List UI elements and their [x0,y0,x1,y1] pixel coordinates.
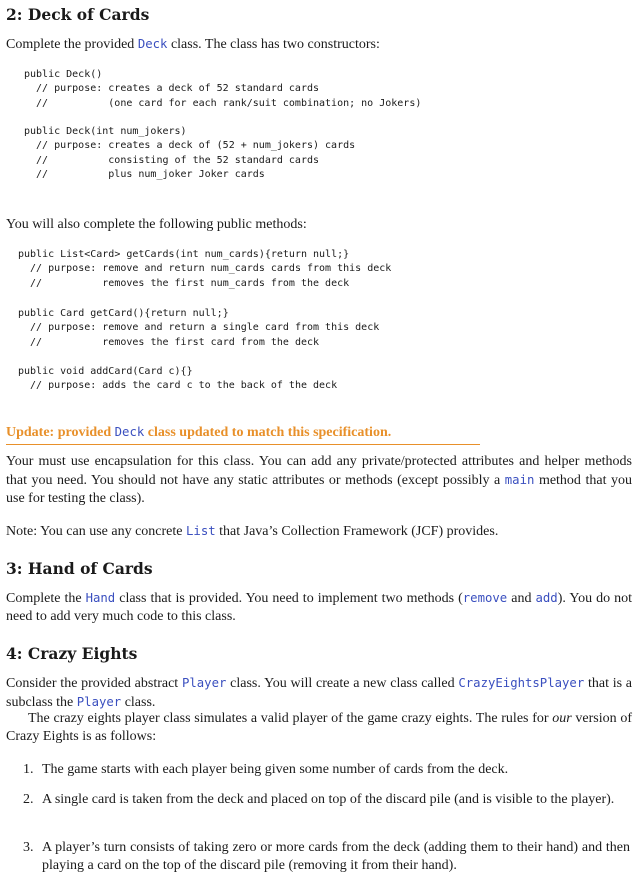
hand-class-code: Hand [85,591,116,605]
crazy-eights-intro-paragraph: Consider the provided abstract Player class. You will create a new class called CrazyEightsPlayer that is a subclass the Player class. [6,676,633,710]
player-superclass-code: Player [76,695,122,709]
method-code-addcard: public void addCard(Card c){} // purpose: adds the card c to the back of the deck [18,366,338,392]
list-code: List [186,524,216,538]
add-method-code: add [535,591,558,605]
note-paragraph: Note: You can use any concrete List that Java’s Collection Framework (JCF) provides. [6,524,499,539]
update-notice: Update: provided Deck class updated to match this specification. [6,425,392,440]
hand-paragraph: Complete the Hand class that is provided. You need to implement two methods (remove and add). You do not need to add very much code to this class. [6,591,632,624]
encapsulation-paragraph: Your must use encapsulation for this class. You can add any private/protected attributes and helper methods that you need. You should not have any static attributes or methods (except possibly a main method that you use for testing the class). [6,454,632,506]
update-deck-code: Deck [114,425,145,439]
section-heading-hand-of-cards: 3: Hand of Cards [6,559,153,578]
main-method-code: main [504,473,535,487]
methods-intro-paragraph: You will also complete the following public methods: [6,217,307,232]
update-underline [6,444,480,445]
deck-class-code: Deck [137,37,168,51]
crazy-eights-player-code: CrazyEightsPlayer [458,676,585,690]
crazy-eights-rules-intro: The crazy eights player class simulates a valid player of the game crazy eights. The rules for our version of Crazy Eights is as follows: [6,711,632,744]
method-code-getcard: public Card getCard(){return null;} // purpose: remove and return a single card from this deck // removes the first card from the deck [18,308,380,348]
constructor-code-2: public Deck(int num_jokers) // purpose: creates a deck of (52 + num_jokers) cards // consisting of the 52 standard cards // plus num_joker Joker cards [24,126,356,181]
remove-method-code: remove [462,591,508,605]
constructor-code-1: public Deck() // purpose: creates a deck of 52 standard cards // (one card for each rank/suit combination; no Jokers) [24,69,422,109]
deck-intro-paragraph: Complete the provided Deck class. The class has two constructors: [6,37,380,52]
section-heading-deck-of-cards: 2: Deck of Cards [6,5,150,24]
section-heading-crazy-eights: 4: Crazy Eights [6,644,138,663]
method-code-getcards: public List<Card> getCards(int num_cards){return null;} // purpose: remove and return num_cards cards from this deck // removes the first num_cards from the deck [18,249,392,289]
player-class-code: Player [181,676,227,690]
